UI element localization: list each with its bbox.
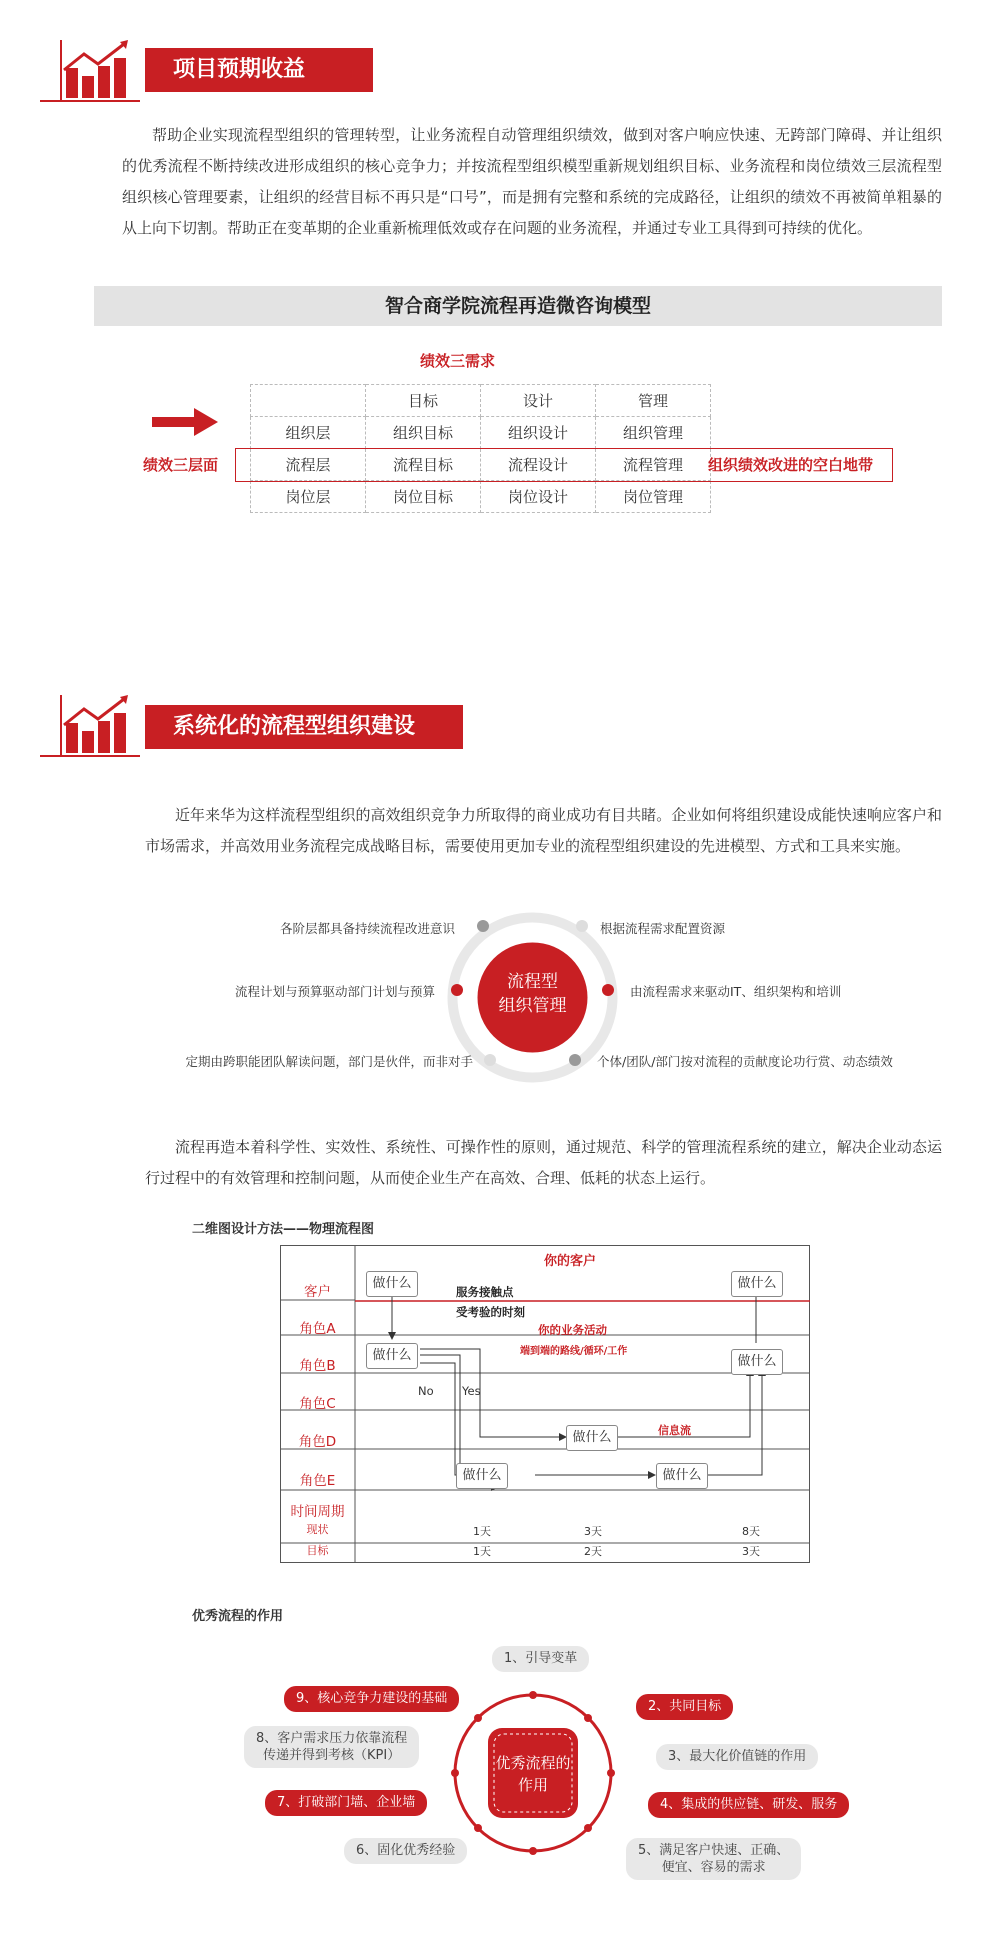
model-banner: 智合商学院流程再造微咨询模型 <box>94 286 942 326</box>
dot-icon <box>576 920 588 932</box>
intro-paragraph <box>122 120 942 244</box>
matrix-row <box>251 481 711 513</box>
current-time: 1天 <box>473 1525 491 1538</box>
target-time: 3天 <box>742 1545 760 1558</box>
activity-label: 你的业务活动 <box>538 1323 607 1337</box>
excellent-title: 优秀流程的作用 <box>192 1609 284 1624</box>
matrix-cell: 岗位设计 <box>481 481 596 513</box>
section-title: 项目预期收益 <box>145 48 373 92</box>
matrix-cell: 管理 <box>596 385 711 417</box>
matrix-cell: 流程管理 <box>596 449 711 481</box>
matrix-cell: 组织层 <box>251 417 366 449</box>
benefit-pill: 3、最大化价值链的作用 <box>656 1744 818 1770</box>
matrix-cell: 流程目标 <box>366 449 481 481</box>
matrix-cell: 岗位目标 <box>366 481 481 513</box>
org-paragraph <box>145 800 942 862</box>
circle-center-line2: 组织管理 <box>498 996 567 1016</box>
matrix-row <box>251 417 711 449</box>
lane-label-e: 角色E <box>299 1473 336 1489</box>
circle-center-label <box>445 970 620 1018</box>
org-text: 近年来华为这样流程型组织的高效组织竞争力所取得的商业成功有目共睹。企业如何将组织建设成能快速响应客户和市场需求，并高效用业务流程完成战略目标，需要使用更加专业的流程型组织建设的先进模型、方式和工具来实施。 <box>145 806 942 855</box>
matrix-cell: 组织管理 <box>596 417 711 449</box>
benefit-pill <box>626 1838 801 1880</box>
target-time: 1天 <box>473 1545 491 1558</box>
task-box: 做什么 <box>731 1271 783 1297</box>
benefit-line: 便宜、容易的需求 <box>661 1860 766 1875</box>
circle-label-top-right: 根据流程需求配置资源 <box>600 921 726 936</box>
benefit-pill: 2、共同目标 <box>636 1694 733 1720</box>
dot-icon <box>451 984 463 996</box>
task-box: 做什么 <box>366 1343 418 1369</box>
circle-label-bottom-left: 定期由跨职能团队解读问题，部门是伙伴，而非对手 <box>185 1054 473 1069</box>
benefit-pill: 6、固化优秀经验 <box>344 1838 467 1864</box>
benefit-line: 5、满足客户快速、正确、 <box>638 1843 790 1858</box>
gap-label: 组织绩效改进的空白地带 <box>708 456 874 474</box>
matrix-cell: 岗位层 <box>251 481 366 513</box>
levels-label: 绩效三层面 <box>143 456 219 474</box>
chart-growth-icon <box>40 695 140 757</box>
benefit-pill: 7、打破部门墙、企业墙 <box>265 1790 427 1816</box>
matrix-cell: 目标 <box>366 385 481 417</box>
benefit-pill: 1、引导变革 <box>492 1646 589 1672</box>
excellent-center-label <box>448 1752 618 1796</box>
matrix-row <box>251 385 711 417</box>
dot-icon <box>477 920 489 932</box>
benefit-pill: 4、集成的供应链、研发、服务 <box>648 1792 849 1818</box>
path-label: 端到端的路线/循环/工作 <box>520 1346 628 1357</box>
current-time: 8天 <box>742 1525 760 1538</box>
matrix-cell: 组织目标 <box>366 417 481 449</box>
intro-text: 帮助企业实现流程型组织的管理转型，让业务流程自动管理组织绩效，做到对客户响应快速、无跨部门障碍、并让组织的优秀流程不断持续改进形成组织的核心竞争力；并按流程型组织模型重新规划组织目标、业务流程和岗位绩效三层流程型组织核心管理要素，让组织的经营目标不再只是“口号”，而是拥有完整和系统的完成路径，让组织的绩效不再被简单粗暴的从上向下切割。帮助正在变革期的企业重新梳理低效或存在问题的业务流程，并通过专业工具得到可持续的优化。 <box>122 126 942 237</box>
task-box: 做什么 <box>366 1271 418 1297</box>
no-label: No <box>418 1384 434 1398</box>
lane-label-b: 角色B <box>299 1358 336 1374</box>
section-title: 系统化的流程型组织建设 <box>145 705 463 749</box>
circle-label-bottom-right: 个体/团队/部门按对流程的贡献度论功行赏、动态绩效 <box>597 1054 893 1069</box>
benefit-line: 8、客户需求压力依靠流程 <box>256 1731 408 1746</box>
benefit-line: 传递并得到考核（KPI） <box>263 1748 401 1763</box>
excellent-center-line1: 优秀流程的 <box>495 1754 571 1772</box>
task-box: 做什么 <box>731 1349 783 1375</box>
matrix-cell <box>251 385 366 417</box>
touchpoint-label: 服务接触点 <box>456 1285 514 1299</box>
dot-icon <box>569 1054 581 1066</box>
reengineering-paragraph <box>145 1132 942 1194</box>
lane-label-d: 角色D <box>298 1434 337 1450</box>
excellent-center-line2: 作用 <box>517 1776 548 1794</box>
lane-label-a: 角色A <box>299 1321 336 1337</box>
moment-label: 受考验的时刻 <box>456 1305 525 1319</box>
task-box: 做什么 <box>456 1463 508 1489</box>
matrix-cell: 流程层 <box>251 449 366 481</box>
customer-header: 你的客户 <box>543 1254 596 1269</box>
circle-label-top-left: 各阶层都具备持续流程改进意识 <box>279 921 455 936</box>
chart-growth-icon <box>40 40 140 102</box>
right-arrow-icon <box>152 408 218 440</box>
circle-label-mid-left: 流程计划与预算驱动部门计划与预算 <box>234 984 435 999</box>
circle-center-line1: 流程型 <box>507 972 558 992</box>
yes-label: Yes <box>462 1384 481 1398</box>
target-time: 2天 <box>584 1545 602 1558</box>
matrix-cell: 组织设计 <box>481 417 596 449</box>
matrix-cell: 设计 <box>481 385 596 417</box>
lane-label-c: 角色C <box>299 1396 336 1412</box>
current-time: 3天 <box>584 1525 602 1538</box>
dot-icon <box>484 1054 496 1066</box>
benefit-pill <box>244 1726 419 1768</box>
needs-label: 绩效三需求 <box>420 352 496 370</box>
target-label: 目标 <box>306 1544 329 1557</box>
task-box: 做什么 <box>656 1463 708 1489</box>
reengineering-text: 流程再造本着科学性、实效性、系统性、可操作性的原则，通过规范、科学的管理流程系统的建立，解决企业动态运行过程中的有效管理和控制问题，从而使企业生产在高效、合理、低耗的状态上运行。 <box>145 1138 942 1187</box>
info-flow-label: 信息流 <box>658 1424 691 1437</box>
diagram-title: 二维图设计方法——物理流程图 <box>192 1222 375 1237</box>
benefit-pill: 9、核心竞争力建设的基础 <box>284 1686 459 1712</box>
circle-label-mid-right: 由流程需求来驱动IT、组织架构和培训 <box>630 984 842 999</box>
current-label: 现状 <box>306 1523 329 1536</box>
task-box: 做什么 <box>566 1425 618 1451</box>
dot-icon <box>602 984 614 996</box>
matrix-cell: 岗位管理 <box>596 481 711 513</box>
lane-label-customer: 客户 <box>304 1284 331 1300</box>
period-label: 时间周期 <box>290 1504 345 1520</box>
matrix-cell: 流程设计 <box>481 449 596 481</box>
